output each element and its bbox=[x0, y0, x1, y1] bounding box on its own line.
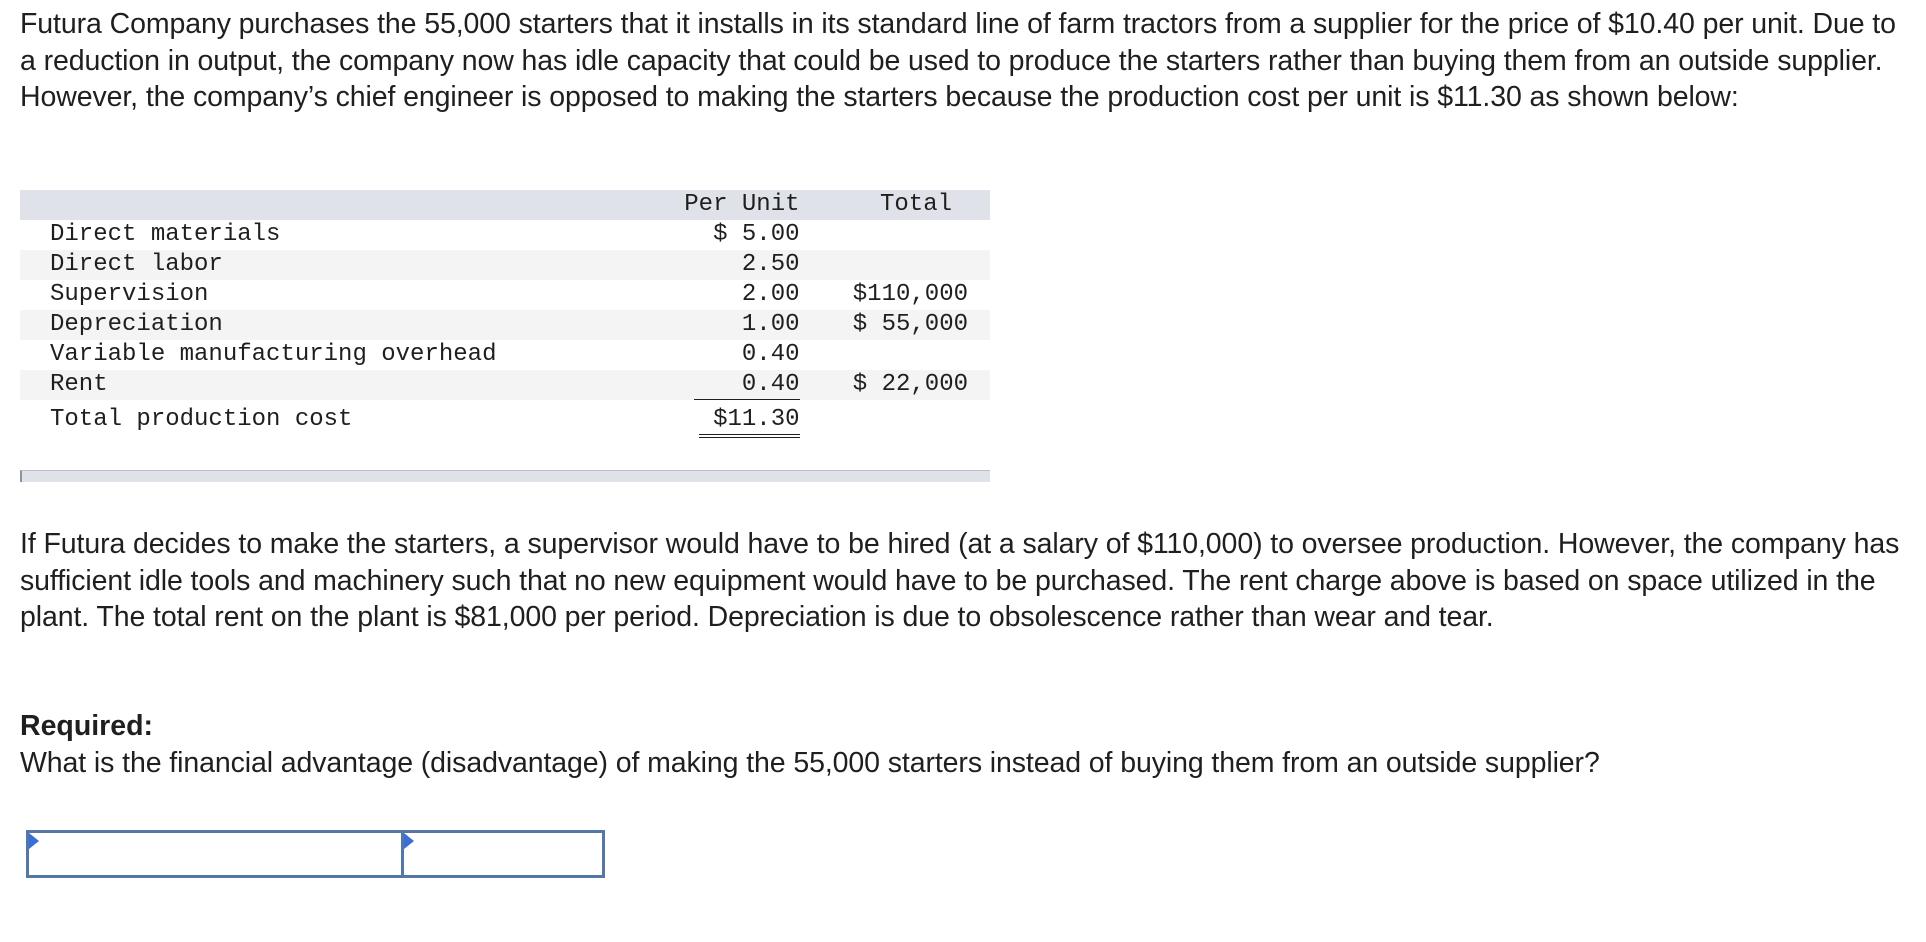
row-label: Depreciation bbox=[50, 311, 223, 338]
row-label: Rent bbox=[50, 371, 108, 398]
row-total bbox=[800, 220, 991, 250]
answer-input-label[interactable] bbox=[29, 833, 401, 875]
row-label: Variable manufacturing overhead bbox=[50, 341, 497, 368]
table-row bbox=[20, 280, 990, 310]
answer-cell-label[interactable] bbox=[26, 830, 404, 878]
total-row bbox=[20, 400, 990, 440]
row-label: Direct materials bbox=[50, 221, 281, 248]
total-row-per-unit bbox=[666, 400, 799, 440]
table-footer-bar bbox=[20, 470, 990, 482]
cost-table-header-row bbox=[20, 190, 990, 220]
row-total bbox=[800, 250, 991, 280]
answer-cell-amount[interactable] bbox=[404, 830, 605, 878]
row-label: Direct labor bbox=[50, 251, 223, 278]
row-total: $110,000 bbox=[852, 281, 968, 308]
table-row bbox=[20, 340, 990, 370]
required-question: What is the financial advantage (disadvantage) of making the 55,000 starters instead of buying them from an outside supplier? bbox=[20, 746, 1600, 779]
problem-page bbox=[20, 6, 1906, 779]
answer-input-amount[interactable] bbox=[404, 833, 602, 875]
table-row bbox=[20, 370, 990, 400]
cost-table-header-label bbox=[20, 190, 666, 220]
row-total: $ 55,000 bbox=[852, 311, 968, 338]
cost-table bbox=[20, 190, 990, 440]
row-per-unit: 2.50 bbox=[741, 251, 800, 278]
row-per-unit: $ 5.00 bbox=[713, 221, 800, 248]
row-per-unit-underlined bbox=[666, 370, 799, 400]
second-paragraph: If Futura decides to make the starters, a supervisor would have to be hired (at a salary of $110,000) to oversee production. However, the company has sufficient idle tools and machinery such that no new equipment would have to be purchased. The rent charge above is based on space utilized in the plant. The total rent on the plant is $81,000 per period. Depreciation is due to obsolescence rather than wear and tear. bbox=[20, 528, 1900, 633]
answer-table bbox=[26, 830, 605, 878]
row-per-unit: 0.40 bbox=[741, 341, 800, 368]
cost-table-header-per-unit: Per Unit bbox=[684, 191, 800, 218]
required-section bbox=[20, 708, 1906, 781]
row-total bbox=[800, 340, 991, 370]
row-total: $ 22,000 bbox=[852, 371, 968, 398]
total-row-label: Total production cost bbox=[20, 400, 666, 440]
table-row bbox=[20, 250, 990, 280]
table-row bbox=[20, 310, 990, 340]
row-per-unit-value: 0.40 bbox=[694, 371, 800, 400]
table-row bbox=[20, 220, 990, 250]
cell-marker-icon bbox=[404, 833, 414, 849]
total-row-per-unit-value: $11.30 bbox=[699, 406, 799, 438]
row-per-unit: 1.00 bbox=[741, 311, 800, 338]
cost-table-header-total: Total bbox=[879, 191, 952, 218]
required-title: Required: bbox=[20, 710, 154, 742]
total-row-total bbox=[800, 400, 991, 440]
row-label: Supervision bbox=[50, 281, 209, 308]
cost-table-container bbox=[20, 190, 990, 488]
row-per-unit: 2.00 bbox=[741, 281, 800, 308]
cell-marker-icon bbox=[29, 833, 39, 849]
intro-paragraph: Futura Company purchases the 55,000 starters that it installs in its standard line of farm tractors from a supplier for the price of $10.40 per unit. Due to a reduction in output, the company now has idle capacity that could be used to produce the starters rather than buying them from an outside supplier. However, the company’s chief engineer is opposed to making the starters because the production cost per unit is $11.30 as shown below: bbox=[20, 8, 1896, 113]
